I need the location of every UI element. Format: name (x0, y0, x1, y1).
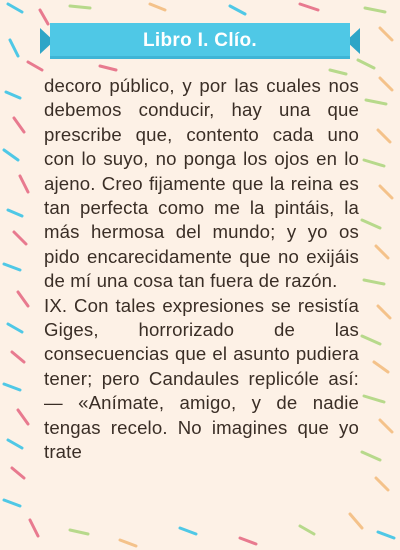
confetti-stick (70, 530, 88, 534)
confetti-stick (30, 520, 38, 536)
confetti-stick (120, 540, 136, 546)
confetti-stick (350, 514, 362, 528)
confetti-stick (378, 130, 390, 142)
confetti-stick (300, 4, 318, 10)
confetti-stick (70, 6, 90, 8)
confetti-stick (40, 10, 48, 24)
confetti-stick (364, 396, 384, 402)
confetti-stick (12, 468, 24, 478)
confetti-stick (240, 538, 256, 544)
text-body (44, 74, 359, 465)
confetti-stick (378, 532, 394, 538)
paragraph-1: decoro público, y por las cuales nos debemos conducir, hay una que prescribe que, contento cada uno con lo suyo, no ponga los ojos en lo ajeno. Creo fijamente que la reina es tan perfecta como me la pintáis, la más hermosa del mundo; y yo os pido encarecidamente que no exijáis de mí una cosa tan fuera de razón. (44, 75, 359, 292)
confetti-stick (4, 150, 18, 160)
confetti-stick (8, 210, 22, 216)
confetti-stick (12, 352, 24, 362)
confetti-stick (380, 420, 392, 432)
confetti-stick (362, 336, 380, 344)
confetti-stick (376, 246, 388, 258)
confetti-stick (362, 452, 380, 460)
confetti-stick (150, 4, 165, 10)
confetti-stick (364, 160, 384, 166)
confetti-stick (4, 384, 20, 390)
confetti-stick (376, 478, 388, 490)
confetti-stick (8, 4, 22, 12)
confetti-stick (28, 62, 42, 70)
confetti-stick (380, 186, 392, 198)
confetti-stick (380, 78, 392, 90)
page-title: Libro I. Clío. (143, 30, 257, 51)
confetti-stick (364, 280, 384, 284)
confetti-stick (8, 324, 22, 332)
confetti-stick (14, 232, 26, 244)
confetti-stick (180, 528, 196, 534)
confetti-stick (20, 176, 28, 192)
confetti-stick (378, 306, 390, 318)
confetti-stick (374, 362, 388, 372)
confetti-stick (6, 92, 20, 98)
confetti-stick (10, 40, 18, 56)
title-banner (40, 23, 360, 63)
confetti-stick (362, 220, 380, 228)
confetti-stick (14, 118, 24, 132)
confetti-stick (18, 292, 28, 306)
confetti-stick (358, 60, 374, 68)
paragraph-2: IX. Con tales expresiones se resistía Giges, horrorizado de las consecuencias que el asunto pudiera tener; pero Candaules replicóle así: — «Anímate, amigo, y de nadie tengas recelo. No imagines que yo trate (44, 294, 359, 463)
confetti-stick (380, 28, 392, 40)
confetti-stick (8, 440, 22, 448)
confetti-stick (4, 500, 20, 506)
confetti-stick (300, 526, 314, 534)
confetti-stick (365, 8, 385, 12)
confetti-stick (18, 410, 28, 424)
confetti-stick (230, 6, 245, 14)
confetti-stick (100, 66, 116, 70)
confetti-stick (366, 100, 386, 104)
confetti-stick (4, 264, 20, 270)
